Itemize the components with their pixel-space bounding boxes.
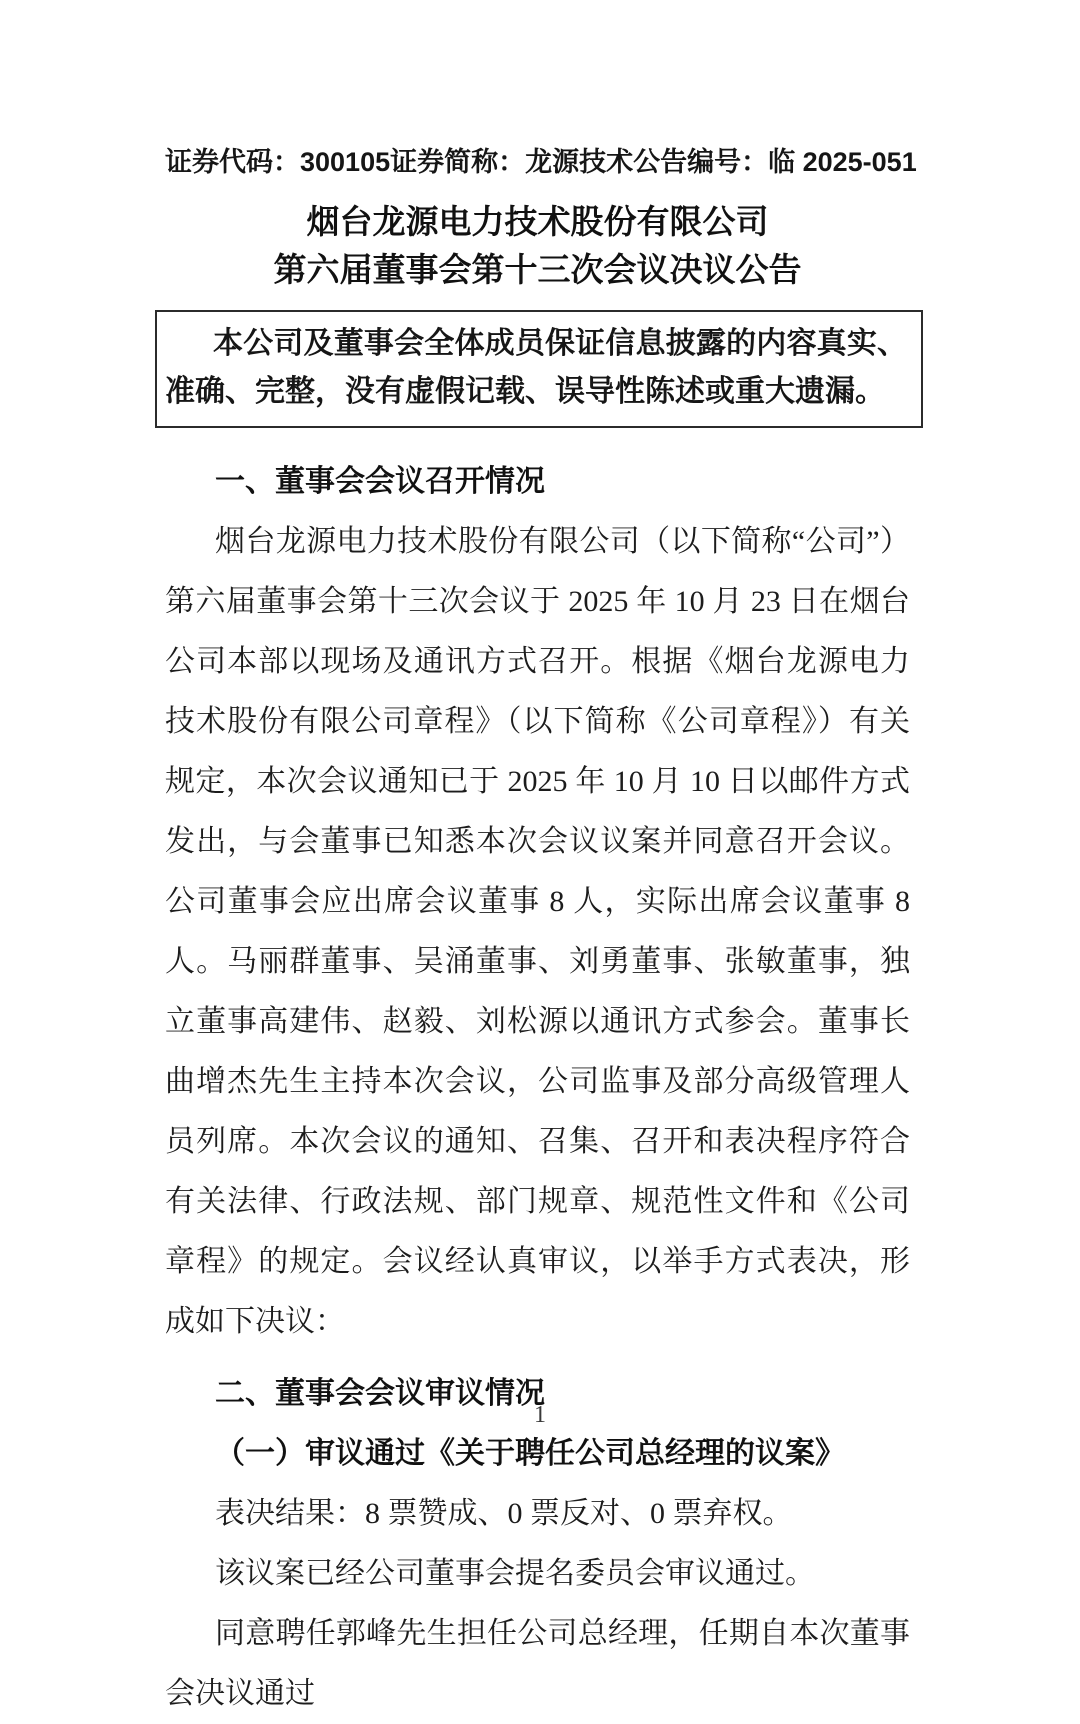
paragraph-nomination-committee: 该议案已经公司董事会提名委员会审议通过。 [215, 1557, 815, 1590]
announcement-number-label: 公告编号：临 2025-051 [633, 147, 917, 177]
section-heading-meeting-deliberation: 二、董事会会议审议情况 [215, 1377, 545, 1410]
announcement-title: 第六届董事会第十三次会议决议公告 [273, 251, 802, 288]
disclaimer-box: 本公司及董事会全体成员保证信息披露的内容真实、准确、完整，没有虚假记载、误导性陈述或重大遗漏。 [155, 310, 923, 428]
subsection-heading-appoint-general-manager: （一）审议通过《关于聘任公司总经理的议案》 [215, 1437, 845, 1470]
page-number: 1 [534, 1402, 546, 1428]
document-content [165, 0, 917, 1724]
paragraph-appointment: 同意聘任郭峰先生担任公司总经理，任期自本次董事会决议通过 [165, 1617, 910, 1710]
section-heading-meeting-convening: 一、董事会会议召开情况 [215, 465, 545, 498]
paragraph-vote-result: 表决结果：8 票赞成、0 票反对、0 票弃权。 [215, 1497, 793, 1530]
stock-short-name-label: 证券简称：龙源技术 [390, 147, 634, 177]
company-name-title: 烟台龙源电力技术股份有限公司 [306, 203, 769, 240]
stock-code-label: 证券代码：300105 [165, 147, 391, 177]
document-meta-row [165, 144, 917, 180]
paragraph-meeting-convening: 烟台龙源电力技术股份有限公司（以下简称“公司”）第六届董事会第十三次会议于 2025 年 10 月 23 日在烟台公司本部以现场及通讯方式召开。根据《烟台龙源电力技术股份有限公司章程》（以下简称《公司章程》）有关规定，本次会议通知已于 2025 年 10 月 10 日以邮件方式发出，与会董事已知悉本次会议议案并同意召开会议。公司董事会应出席会议董事 8 人，实际出席会议董事 8 人。马丽群董事、吴涌董事、刘勇董事、张敏董事，独立董事高建伟、赵毅、刘松源以通讯方式参会。董事长曲增杰先生主持本次会议，公司监事及部分高级管理人员列席。本次会议的通知、召集、召开和表决程序符合有关法律、行政法规、部门规章、规范性文件和《公司章程》的规定。会议经认真审议，以举手方式表决，形成如下决议： [165, 525, 910, 1338]
